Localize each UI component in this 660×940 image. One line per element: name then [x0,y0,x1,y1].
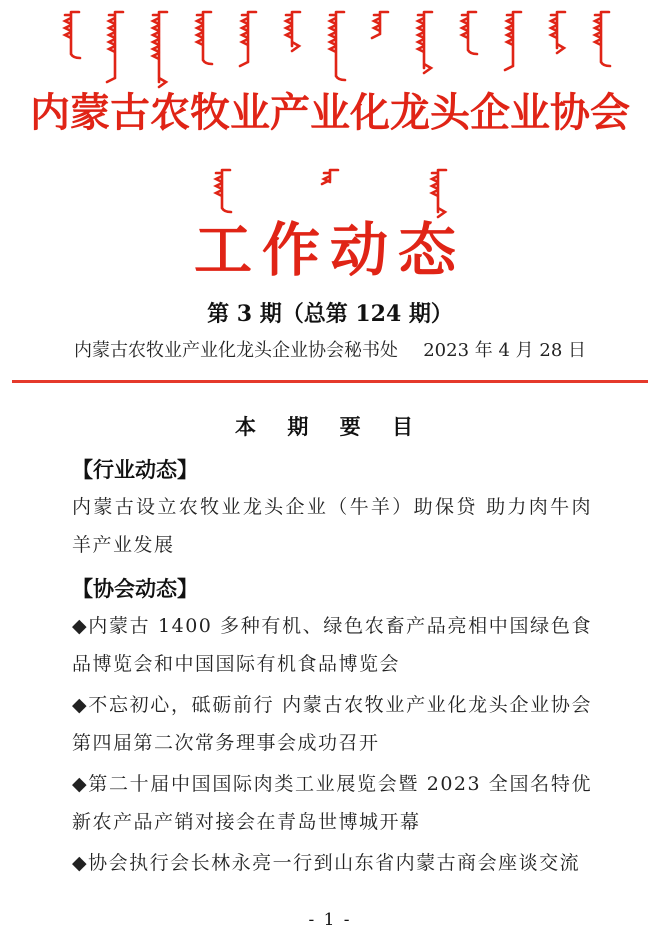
red-divider-rule [12,380,648,383]
toc-item: 内蒙古设立农牧业龙头企业（牛羊）助保贷 助力肉牛肉羊产业发展 [72,496,592,556]
contents-title: 本 期 要 目 [235,415,425,439]
mongolian-script-glyph [500,9,526,77]
publisher-row [74,339,586,363]
page-number: - 1 - [308,910,352,930]
mongolian-script-glyph [588,9,614,73]
mongolian-script-glyph [455,9,481,61]
mongolian-script-banner-subtitle [0,167,660,219]
mongolian-script-glyph [425,167,451,223]
mongolian-script-glyph [209,167,235,219]
section-heading-industry: 【行业动态】 [72,458,198,482]
toc-item: ◆不忘初心，砥砺前行 内蒙古农牧业产业化龙头企业协会第四届第二次常务理事会成功召开 [72,694,592,754]
toc-item: ◆第二十届中国国际肉类工业展览会暨 2023 全国名特优新农产品产销对接会在青岛世博城开幕 [72,773,592,833]
toc-item: ◆内蒙古 1400 多种有机、绿色农畜产品亮相中国绿色食品博览会和中国国际有机食品博览会 [72,615,592,675]
mongolian-script-glyph [411,9,437,79]
section-heading-association: 【协会动态】 [72,577,198,601]
organization-title: 内蒙古农牧业产业化龙头企业协会 [30,89,630,136]
mongolian-script-banner-top [0,0,660,85]
toc-item: ◆协会执行会长林永亮一行到山东省内蒙古商会座谈交流 [72,852,581,874]
mongolian-script-glyph [58,9,84,65]
mongolian-script-glyph [367,9,393,45]
publication-date: 2023 年 4 月 28 日 [423,340,586,361]
publisher-name: 内蒙古农牧业产业化龙头企业协会秘书处 [74,340,398,361]
mongolian-script-glyph [190,9,216,71]
mongolian-script-glyph [317,167,343,191]
mongolian-script-glyph [235,9,261,73]
mongolian-script-glyph [146,9,172,93]
table-of-contents [72,455,592,883]
issue-number-line: 第 3 期（总第 124 期） [207,301,453,327]
mongolian-script-glyph [102,9,128,89]
mongolian-script-glyph [323,9,349,87]
mongolian-script-glyph [279,9,305,57]
newsletter-title: 工作动态 [193,216,466,284]
mongolian-script-glyph [544,9,570,59]
